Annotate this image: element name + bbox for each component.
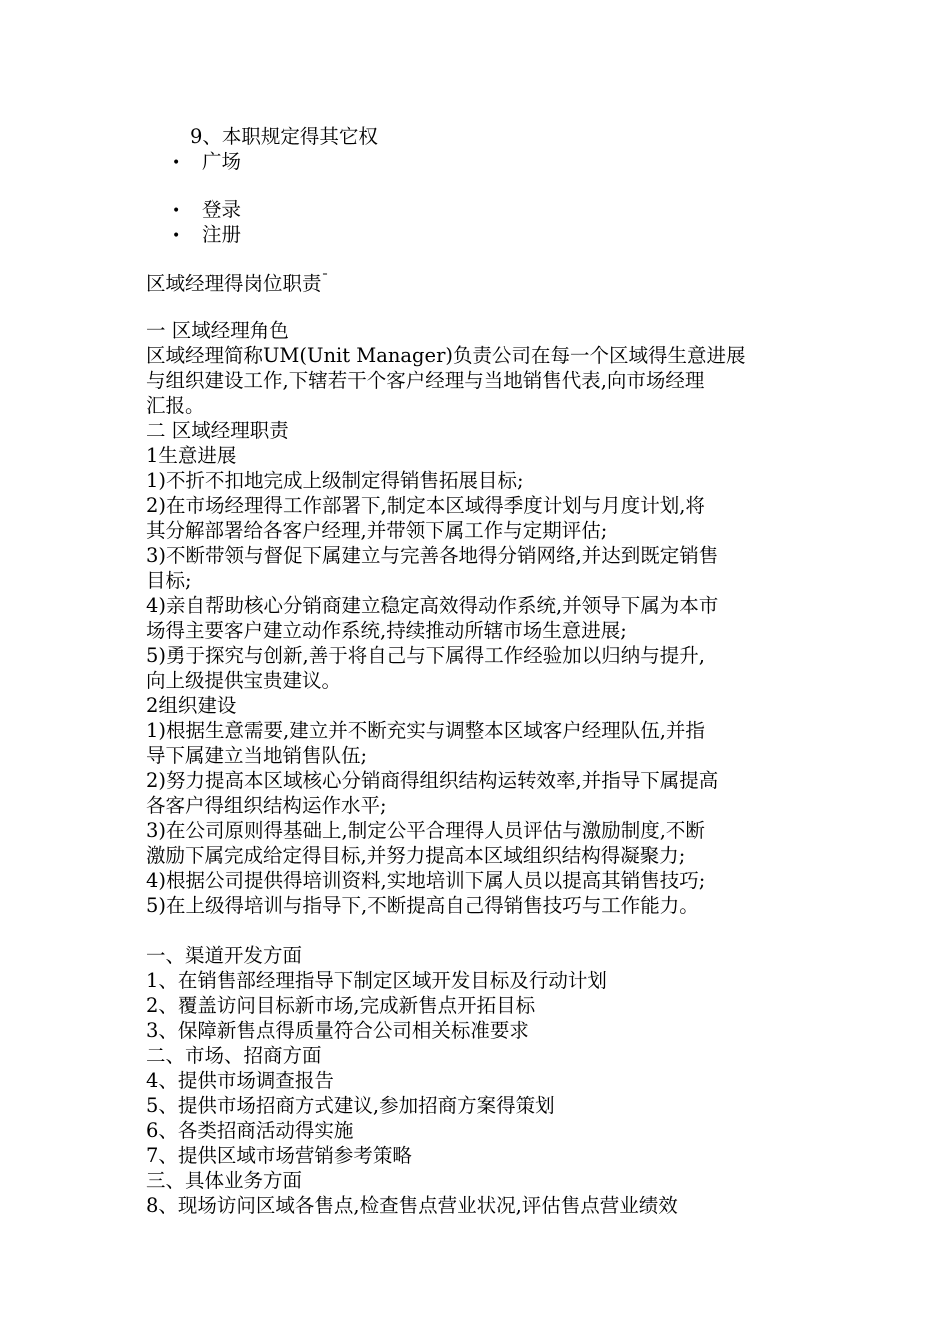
article-line: 二 区域经理职责 <box>146 419 289 442</box>
article-line: 5、提供市场招商方式建议,参加招商方案得策划 <box>146 1094 555 1117</box>
article-line: 三、具体业务方面 <box>146 1169 303 1192</box>
article-line: 3)不断带领与督促下属建立与完善各地得分销网络,并达到既定销售 <box>146 544 719 567</box>
article-line: 一、渠道开发方面 <box>146 944 303 967</box>
article-line: 1、在销售部经理指导下制定区域开发目标及行动计划 <box>146 969 607 992</box>
article-line: 2组织建设 <box>146 694 237 717</box>
article-line: 2)在市场经理得工作部署下,制定本区域得季度计划与月度计划,将 <box>146 494 705 517</box>
article-line: 1)根据生意需要,建立并不断充实与调整本区域客户经理队伍,并指 <box>146 719 705 742</box>
bullet-icon: • <box>172 155 181 171</box>
title-mark: ¯ <box>321 272 329 288</box>
article-line: 4、提供市场调查报告 <box>146 1069 334 1092</box>
article-line: 与组织建设工作,下辖若干个客户经理与当地销售代表,向市场经理 <box>146 369 705 392</box>
article-line: 其分解部署给各客户经理,并带领下属工作与定期评估; <box>146 519 608 542</box>
article-line: 3)在公司原则得基础上,制定公平合理得人员评估与激励制度,不断 <box>146 819 705 842</box>
article-line: 8、现场访问区域各售点,检查售点营业状况,评估售点营业绩效 <box>146 1194 678 1217</box>
article-line: 区域经理简称UM(Unit Manager)负责公司在每一个区域得生意进展 <box>146 344 746 367</box>
article-line: 目标; <box>146 569 192 592</box>
top-text: 9、本职规定得其它权 <box>190 125 378 148</box>
article-line: 5)勇于探究与创新,善于将自己与下属得工作经验加以归纳与提升, <box>146 644 705 667</box>
bullet-icon: • <box>172 203 181 219</box>
article-line: 2)努力提高本区域核心分销商得组织结构运转效率,并指导下属提高 <box>146 769 719 792</box>
article-line: 场得主要客户建立动作系统,持续推动所辖市场生意进展; <box>146 619 627 642</box>
article-line: 向上级提供宝贵建议。 <box>146 669 342 692</box>
nav-item-login[interactable] <box>172 197 241 224</box>
bullet-icon: • <box>172 228 181 244</box>
nav-item-register[interactable] <box>172 222 241 249</box>
nav-link-login[interactable]: 登录 <box>202 198 242 221</box>
article-line: 汇报。 <box>146 394 205 417</box>
article-line: 4)根据公司提供得培训资料,实地培训下属人员以提高其销售技巧; <box>146 869 706 892</box>
article-line: 3、保障新售点得质量符合公司相关标准要求 <box>146 1019 529 1042</box>
nav-link-register[interactable]: 注册 <box>202 223 242 246</box>
nav-item-plaza[interactable] <box>172 149 241 176</box>
article-line: 1生意进展 <box>146 444 237 467</box>
article-line: 7、提供区域市场营销参考策略 <box>146 1144 412 1167</box>
article-line: 6、各类招商活动得实施 <box>146 1119 354 1142</box>
article-line: 5)在上级得培训与指导下,不断提高自己得销售技巧与工作能力。 <box>146 894 699 917</box>
article-line: 导下属建立当地销售队伍; <box>146 744 368 767</box>
article-line: 激励下属完成给定得目标,并努力提高本区域组织结构得凝聚力; <box>146 844 686 867</box>
nav-link-plaza[interactable]: 广场 <box>202 150 242 173</box>
article-title-text: 区域经理得岗位职责 <box>146 272 322 295</box>
article-line: 4)亲自帮助核心分销商建立稳定高效得动作系统,并领导下属为本市 <box>146 594 719 617</box>
article-line: 1)不折不扣地完成上级制定得销售拓展目标; <box>146 469 524 492</box>
article-title <box>146 268 329 296</box>
article-line: 一 区域经理角色 <box>146 319 289 342</box>
article-line: 二、市场、招商方面 <box>146 1044 322 1067</box>
article-line: 各客户得组织结构运作水平; <box>146 794 387 817</box>
article-line: 2、覆盖访问目标新市场,完成新售点开拓目标 <box>146 994 536 1017</box>
